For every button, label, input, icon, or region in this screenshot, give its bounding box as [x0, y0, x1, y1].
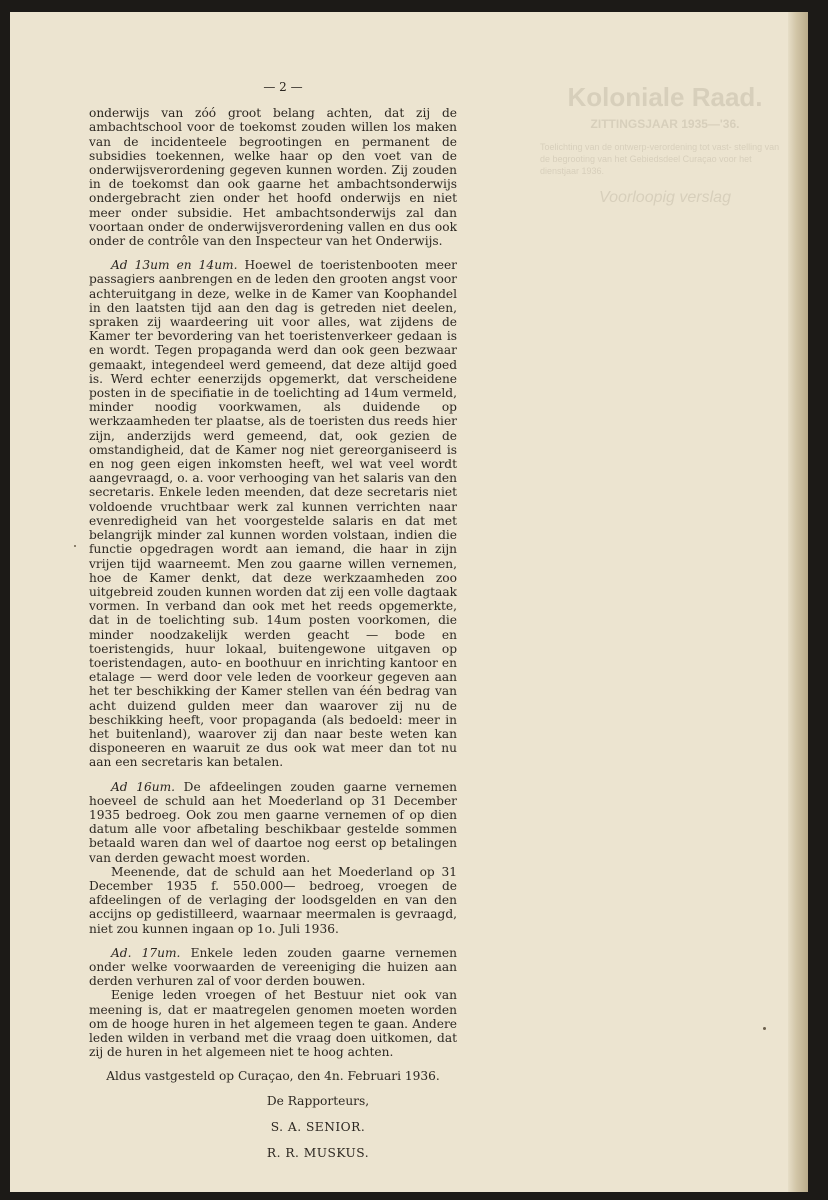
document-body: [89, 80, 457, 1160]
paragraph-text: onderwijs van zóó groot belang achten, dat zij de ambachtschool voor de toekomst zouden willen los maken van de incidenteele begrootingen en permanent de subsidies toekennen, welke haar op den voet van de onderwijsverordening gegeven kunnen worden. Zij zouden in de toekomst dan ook gaarne het ambachtsonderwijs ondergebracht zien onder het hoofd onderwijs en niet meer onder subsidie. Het ambachtsonderwijs zal dan voortaan onder de onderwijsverordening vallen en dus ook onder de contrôle van den Inspecteur van het Onderwijs.: [89, 106, 457, 249]
paragraph-text: Enkele leden zouden gaarne vernemen onder welke voorwaarden de vereeniging die huizen aan derden verhuren zal of voor derden bouwen.: [89, 945, 457, 989]
section-label: Ad 13um en 14um.: [111, 258, 238, 273]
paragraph: [89, 258, 457, 769]
closing-line: Aldus vastgesteld op Curaçao, den 4n. Februari 1936.: [106, 1069, 440, 1084]
page-spine: [788, 12, 808, 1192]
paragraph-text: Eenige leden vroegen of het Bestuur niet ook van meening is, dat er maatregelen genomen moeten worden om de hooge huren in het algemeen tegen te gaan. Andere leden wilden in verband met die vraag doen uitkomen, dat zij de huren in het algemeen niet te hoog achten.: [89, 988, 457, 1060]
paragraph-text: De afdeelingen zouden gaarne vernemen hoeveel de schuld aan het Moederland op 31 December 1935 bedroeg. Ook zou men gaarne vernemen of op dien datum alle voor afbetaling beschikbaar gestelde sommen betaald waren dan wel of daartoe nog eerst op betalingen van derden gewacht moest worden.: [89, 779, 458, 865]
paper-speck: [763, 1027, 766, 1030]
bleed-through-text: [540, 82, 790, 207]
bleed-body: Toelichting van de ontwerp-verordening tot vast- stelling van de begrooting van het Gebiedsdeel Curaçao voor het dienstjaar 1936.: [540, 142, 780, 176]
paragraph: [89, 988, 457, 1059]
paragraph: [89, 946, 457, 989]
paragraph-text: Hoewel de toeristenbooten meer passagiers aanbrengen en de leden den grooten angst voor achteruitgang in deze, welke in de Kamer van Koophandel in den laatsten tijd aan den dag is getreden niet deelen, spraken zij waardeering uit voor alles, wat zijdens de Kamer ter bevordering van het toeristenverkeer gedaan is en wordt. Tegen propaganda werd dan ook geen bezwaar gemaakt, integendeel werd gemeend, dat deze altijd goed is. Werd echter eenerzijds opgemerkt, dat verscheidene posten in de specifiatie in de toelichting ad 14um vermeld, minder noodig voorkwamen, als duidende op werkzaamheden ter plaatse, als de toeristen dus reeds hier zijn, anderzijds werd gemeend, dat, ook gezien de omstandigheid, dat de Kamer nog niet gereorganiseerd is en nog geen eigen inkomsten heeft, wel wat veel wordt aangevraagd, o. a. voor verhooging van het salaris van den secretaris. Enkele leden meenden, dat deze secretaris niet voldoende vruchtbaar werk zal kunnen verrichten naar evenredigheid van het voorgestelde salaris en dat met belangrijk minder zal kunnen worden volstaan, indien die functie opgedragen wordt aan iemand, die haar in zijn vrijen tijd waarneemt. Men zou gaarne willen vernemen, hoe de Kamer denkt, dat deze werkzaamheden zoo uitgebreid zouden kunnen worden dat zij een volle dagtaak vormen. In verband dan ook met het reeds opgemerkte, dat in de toelichting sub. 14um posten voorkomen, die minder noodzakelijk werden geacht — bode en toeristengids, huur lokaal, buitengewone uitgaven op toeristendagen, auto- en boothuur en inrichting kantoor en etalage — werd door vele leden de voorkeur gegeven aan het ter beschikking der Kamer stellen van één bedrag van acht duizend gulden meer dan waarover zij nu de beschikking heeft, voor propaganda (als bedoeld: meer in het buitenland), waarover zij dan naar beste weten kan disponeeren en waaruit ze dus ook wat meer dan tot nu aan een secretaris kan betalen.: [89, 258, 457, 770]
paragraph-text: Meenende, dat de schuld aan het Moederland op 31 December 1935 f. 550.000— bedroeg, vroegen de afdeelingen of de verlaging der loodsgelden en van den accijns op gedistilleerd, waarnaar meermalen is gevraagd, niet zou kunnen ingaan op 1o. Juli 1936.: [89, 864, 457, 936]
section-label: Ad. 17um.: [111, 945, 181, 960]
document-page: [10, 12, 808, 1192]
paper-speck: [74, 545, 76, 547]
signatory-name: S. A. SENIOR.: [270, 1119, 366, 1134]
bleed-title: Koloniale Raad.: [567, 82, 763, 112]
section-label: Ad 16um.: [111, 779, 176, 794]
paragraph: [89, 780, 457, 865]
bleed-heading: Voorloopig verslag: [599, 189, 731, 206]
signatory-name: R. R. MUSKUS.: [266, 1146, 370, 1161]
page-number: — 2 —: [263, 80, 303, 94]
paragraph: [89, 106, 457, 248]
bleed-subtitle: ZITTINGSJAAR 1935—'36.: [590, 117, 740, 131]
signatures-heading: De Rapporteurs,: [266, 1093, 370, 1108]
paragraph: [89, 865, 457, 936]
